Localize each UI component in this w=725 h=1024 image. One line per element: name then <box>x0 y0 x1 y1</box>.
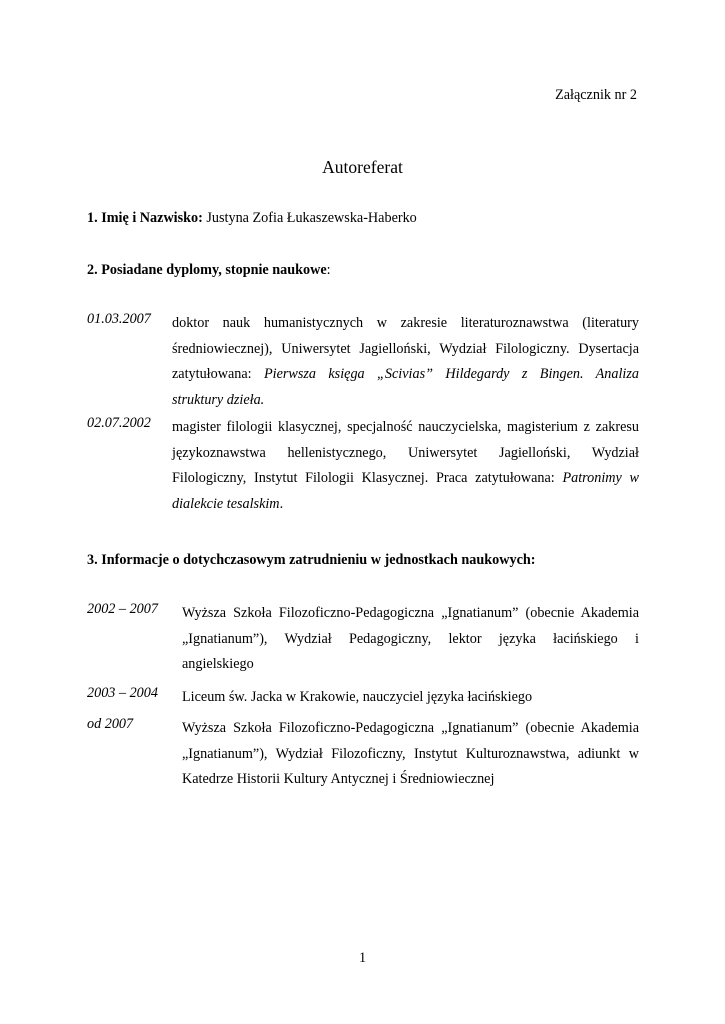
employment-line: Wyższa Szkoła Filozoficzno-Pedagogiczna „Ignatianum” (obecnie Akademia <box>182 605 639 621</box>
diploma-description <box>172 311 639 413</box>
section-2-label: 2. Posiadane dyplomy, stopnie naukowe <box>87 262 327 278</box>
thesis-title: Patronimy w <box>562 470 639 486</box>
full-name: Justyna Zofia Łukaszewska-Haberko <box>206 210 417 226</box>
employment-line: „Ignatianum”), Wydział Filozoficzny, Instytut Kulturoznawstwa, adiunkt w <box>182 745 639 762</box>
employment-entry <box>87 601 639 681</box>
employment-line: Katedrze Historii Kultury Antycznej i Średniowiecznej <box>182 771 495 787</box>
employment-line: Wyższa Szkoła Filozoficzno-Pedagogiczna „Ignatianum” (obecnie Akademia <box>182 720 639 736</box>
employment-line: „Ignatianum”), Wydział Pedagogiczny, lektor języka łacińskiego i <box>182 630 639 647</box>
diploma-line: średniowiecznej), Uniwersytet Jagielloński, Wydział Filologiczny. Dysertacja <box>172 340 639 357</box>
section-3-label: 3. Informacje o dotychczasowym zatrudnieniu w jednostkach naukowych: <box>87 552 536 568</box>
annex-label: Załącznik nr 2 <box>555 87 637 103</box>
document-title: Autoreferat <box>322 157 403 177</box>
thesis-title: Pierwsza księga „Scivias” Hildegardy z Bingen. Analiza <box>263 366 639 382</box>
thesis-title-cont: struktury dzieła. <box>172 391 265 408</box>
employment-period: 2003 – 2004 <box>87 685 158 701</box>
diploma-line <box>172 362 639 388</box>
section-3-heading <box>87 552 536 569</box>
page-number: 1 <box>358 950 367 966</box>
diploma-line-prefix: zatytułowana: <box>172 366 264 382</box>
diploma-line: magister filologii klasycznej, specjalność nauczycielska, magisterium z zakresu <box>172 419 639 435</box>
diploma-entry <box>87 415 639 519</box>
thesis-title-cont: dialekcie tesalskim <box>172 495 280 512</box>
employment-period: od 2007 <box>87 716 134 732</box>
diploma-line: językoznawstwa hellenistycznego, Uniwersytet Jagielloński, Wydział <box>172 444 639 461</box>
thesis-title-period: . <box>279 495 284 512</box>
diploma-line: doktor nauk humanistycznych w zakresie literaturoznawstwa (literatury <box>172 315 639 331</box>
diploma-description <box>172 415 639 517</box>
employment-description <box>182 601 639 678</box>
employment-description <box>182 685 639 711</box>
employment-entry <box>87 685 639 713</box>
diploma-date: 02.07.2002 <box>87 415 151 431</box>
section-2-heading <box>87 262 331 279</box>
section-1-heading <box>87 210 417 227</box>
diploma-line <box>172 492 639 518</box>
diploma-date: 01.03.2007 <box>87 311 151 327</box>
employment-entry <box>87 716 639 796</box>
diploma-line <box>172 388 639 414</box>
employment-description <box>182 716 639 793</box>
section-2-colon: : <box>326 262 331 278</box>
employment-line: Liceum św. Jacka w Krakowie, nauczyciel języka łacińskiego <box>182 689 533 705</box>
employment-period: 2002 – 2007 <box>87 601 158 617</box>
diploma-line-prefix: Filologiczny, Instytut Filologii Klasycznej. Praca zatytułowana: <box>172 470 563 486</box>
section-1-label: 1. Imię i Nazwisko: <box>87 210 203 226</box>
employment-line: angielskiego <box>182 656 254 672</box>
diploma-line <box>172 466 639 492</box>
diploma-entry <box>87 311 639 415</box>
